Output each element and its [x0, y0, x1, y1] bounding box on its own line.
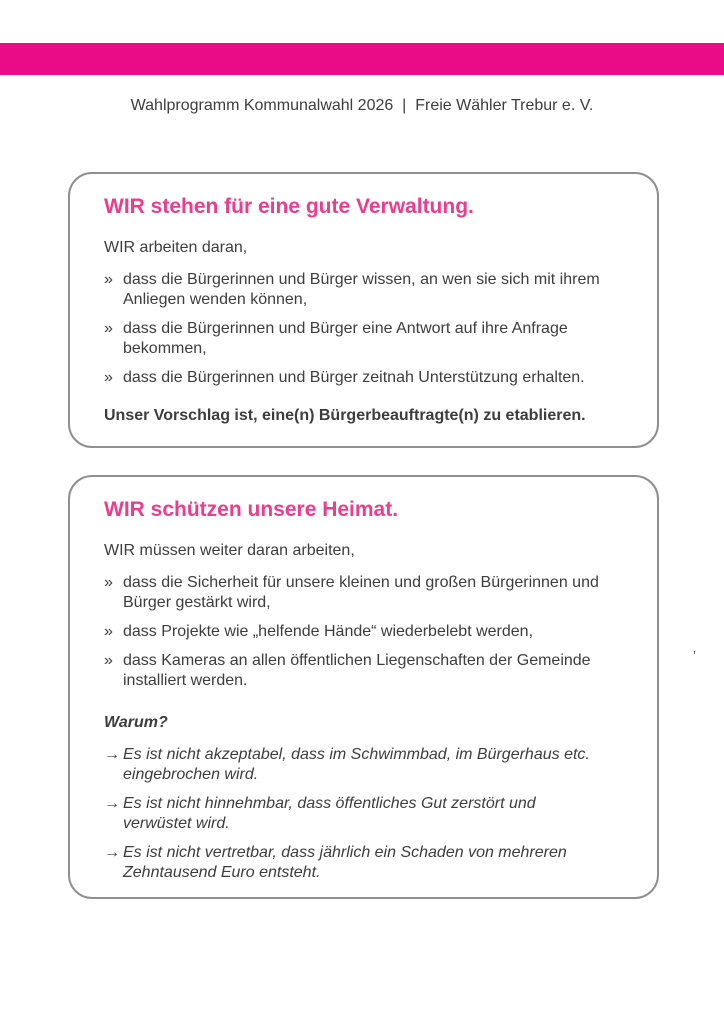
list-item — [104, 319, 608, 359]
list-item — [104, 651, 608, 691]
list-item-text: Es ist nicht vertretbar, dass jährlich ein Schaden von mehreren Zehntausend Euro entsteht. — [123, 844, 567, 881]
list-item-text: dass die Sicherheit für unsere kleinen und großen Bürgerinnen und Bürger gestärkt wird, — [123, 574, 599, 611]
list-item-text: dass die Bürgerinnen und Bürger zeitnah Unterstützung erhalten. — [123, 369, 585, 386]
guillemet-bullet-icon: » — [104, 271, 113, 288]
list-item — [104, 368, 608, 388]
list-item-text: dass die Bürgerinnen und Bürger eine Antwort auf ihre Anfrage bekommen, — [123, 320, 568, 357]
arrow-right-icon: → — [104, 844, 120, 861]
section-card-verwaltung — [68, 172, 659, 448]
list-item-text: Es ist nicht akzeptabel, dass im Schwimmbad, im Bürgerhaus etc. eingebrochen wird. — [123, 746, 590, 783]
list-item — [104, 622, 608, 642]
guillemet-bullet-icon: » — [104, 623, 113, 640]
guillemet-bullet-icon: » — [104, 369, 113, 386]
bullet-list — [104, 270, 608, 388]
list-item-text: dass Kameras an allen öffentlichen Liegenschaften der Gemeinde installiert werden. — [123, 652, 591, 689]
guillemet-bullet-icon: » — [104, 652, 113, 669]
page-header-line: Wahlprogramm Kommunalwahl 2026 | Freie Wähler Trebur e. V. — [130, 97, 594, 114]
list-item — [104, 745, 608, 785]
guillemet-bullet-icon: » — [104, 320, 113, 337]
why-heading: Warum? — [104, 714, 168, 731]
arrow-right-icon: → — [104, 746, 120, 763]
list-item — [104, 794, 608, 834]
section-title: WIR schützen unsere Heimat. — [104, 498, 399, 521]
reason-list — [104, 745, 608, 883]
section-intro: WIR arbeiten daran, — [104, 239, 248, 256]
arrow-right-icon: → — [104, 795, 120, 812]
list-item — [104, 270, 608, 310]
section-card-heimat — [68, 475, 659, 899]
section-conclusion: Unser Vorschlag ist, eine(n) Bürgerbeauftragte(n) zu etablieren. — [104, 407, 586, 424]
guillemet-bullet-icon: » — [104, 574, 113, 591]
list-item-text: dass die Bürgerinnen und Bürger wissen, an wen sie sich mit ihrem Anliegen wenden können, — [123, 271, 600, 308]
brand-color-bar — [0, 43, 724, 75]
list-item — [104, 573, 608, 613]
list-item-text: Es ist nicht hinnehmbar, dass öffentliches Gut zerstört und verwüstet wird. — [123, 795, 536, 832]
list-item — [104, 843, 608, 883]
stray-apostrophe-mark: ’ — [693, 648, 696, 663]
list-item-text: dass Projekte wie „helfende Hände“ wiederbelebt werden, — [123, 623, 534, 640]
section-title: WIR stehen für eine gute Verwaltung. — [104, 195, 474, 218]
section-intro: WIR müssen weiter daran arbeiten, — [104, 542, 355, 559]
bullet-list — [104, 573, 608, 691]
